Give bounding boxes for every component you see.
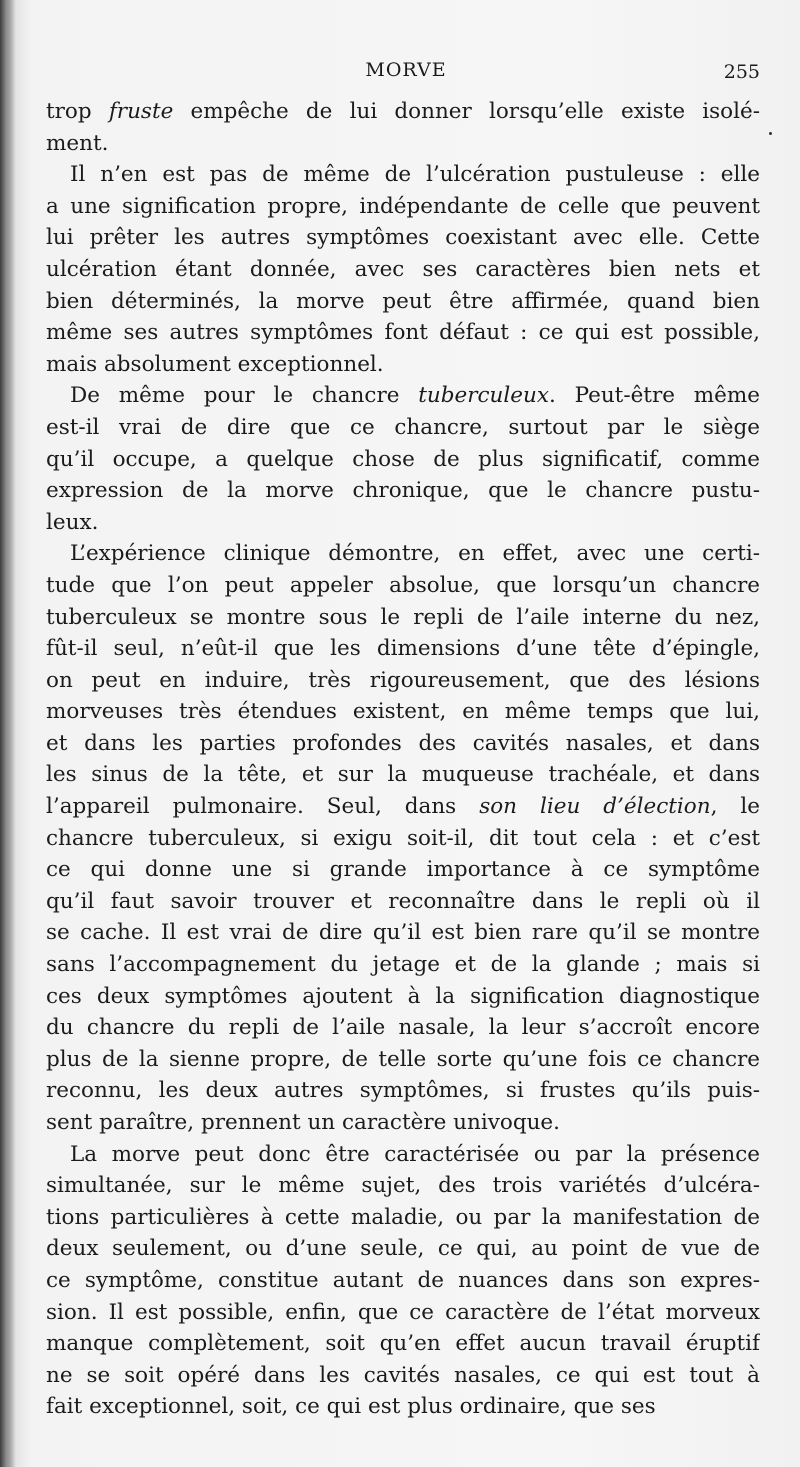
text-segment: fait exceptionnel, soit, ce qui est plus ordinaire, que ses: [46, 1394, 656, 1420]
text-segment: mais absolument exceptionnel.: [46, 351, 384, 377]
text-line: [46, 696, 760, 728]
text-line: [46, 570, 760, 602]
text-line: [46, 1297, 760, 1329]
text-segment: De même pour le chancre: [70, 383, 419, 409]
text-line: [46, 759, 760, 791]
text-segment: a une signification propre, indépendante de celle que peuvent: [46, 193, 760, 219]
text-line: [46, 159, 760, 191]
text-segment: bien déterminés, la morve peut être affirmée, quand bien: [46, 288, 760, 314]
italic-term: tuberculeux: [418, 383, 549, 409]
text-segment: et dans les parties profondes des cavités nasales, et dans: [46, 730, 760, 756]
text-line: [46, 854, 760, 886]
text-segment: Il n’en est pas de même de l’ulcération pustuleuse : elle: [70, 162, 760, 188]
text-line: [46, 444, 760, 476]
text-line: [46, 1233, 760, 1265]
text-line: [46, 1044, 760, 1076]
text-segment: ment.: [46, 130, 109, 156]
text-segment: chancre tuberculeux, si exigu soit-il, dit tout cela : et c’est: [46, 825, 760, 851]
text-segment: tuberculeux se montre sous le repli de l’aile interne du nez,: [46, 604, 760, 630]
text-segment: qu’il faut savoir trouver et reconnaître dans le repli où il: [46, 888, 760, 914]
text-line: [46, 1107, 760, 1139]
binding-shadow: [0, 0, 16, 1467]
text-segment: l’appareil pulmonaire. Seul, dans: [46, 794, 480, 820]
text-line: [46, 665, 760, 697]
text-segment: expression de la morve chronique, que le chancre pustu-: [46, 478, 760, 504]
italic-term: fruste: [108, 99, 174, 124]
text-segment: trop: [46, 99, 109, 124]
running-title: MORVE: [365, 59, 447, 81]
text-segment: les sinus de la tête, et sur la muqueuse trachéale, et dans: [46, 762, 760, 788]
text-segment: fût-il seul, n’eût-il que les dimensions d’une tête d’épingle,: [46, 636, 760, 662]
text-line: [46, 1012, 760, 1044]
text-segment: sent paraître, prennent un caractère univoque.: [46, 1110, 560, 1135]
text-line: [46, 349, 760, 381]
text-segment: se cache. Il est vrai de dire qu’il est bien rare qu’il se montre: [46, 920, 760, 946]
text-segment: tions particulières à cette maladie, ou par la manifestation de: [46, 1204, 760, 1230]
text-segment: manque complètement, soit qu’en effet aucun travail éruptif: [46, 1331, 760, 1357]
italic-term: son lieu d’élection: [479, 794, 711, 820]
text-segment: on peut en induire, très rigoureusement, que des lésions: [46, 667, 760, 693]
text-segment: du chancre du repli de l’aile nasale, la leur s’accroît encore: [46, 1015, 760, 1041]
text-segment: plus de la sienne propre, de telle sorte qu’une fois ce chancre: [46, 1046, 760, 1072]
text-segment: deux seulement, ou d’une seule, ce qui, au point de vue de: [46, 1236, 760, 1262]
text-segment: ulcération étant donnée, avec ses caractères bien nets et: [46, 256, 760, 282]
margin-speck: [769, 132, 772, 135]
page-number: 255: [723, 61, 760, 83]
text-segment: . Peut-être même: [548, 383, 760, 409]
text-line: [46, 286, 760, 318]
text-segment: ne se soit opéré dans les cavités nasales, ce qui est tout à: [46, 1362, 760, 1388]
text-line: [46, 254, 760, 286]
text-line: [46, 507, 760, 539]
text-line: [46, 1075, 760, 1107]
text-line: [46, 1265, 760, 1297]
text-line: [46, 981, 760, 1013]
text-line: [46, 1360, 760, 1392]
text-line: [46, 602, 760, 634]
text-line: [46, 886, 760, 918]
text-line: [46, 917, 760, 949]
text-line: [46, 1202, 760, 1234]
text-segment: sans l’accompagnement du jetage et de la glande ; mais si: [46, 952, 760, 978]
text-line: [46, 1328, 760, 1360]
text-segment: , le: [710, 794, 760, 820]
text-line: [46, 949, 760, 981]
text-line: [46, 1139, 760, 1171]
text-line: [46, 633, 760, 665]
text-line: [46, 823, 760, 855]
text-line: [46, 222, 760, 254]
text-line: [46, 475, 760, 507]
text-line: [46, 128, 760, 160]
text-segment: leux.: [46, 509, 99, 535]
text-line: [46, 96, 760, 128]
text-segment: reconnu, les deux autres symptômes, si frustes qu’ils puis-: [46, 1078, 760, 1104]
text-segment: est-il vrai de dire que ce chancre, surtout par le siège: [46, 414, 760, 440]
text-segment: qu’il occupe, a quelque chose de plus significatif, comme: [46, 446, 760, 472]
text-segment: ce qui donne une si grande importance à ce symptôme: [46, 857, 760, 883]
text-line: [46, 1170, 760, 1202]
text-segment: La morve peut donc être caractérisée ou par la présence: [70, 1141, 760, 1167]
text-line: [46, 191, 760, 223]
text-segment: empêche de lui donner lorsqu’elle existe isolé-: [173, 99, 760, 124]
text-line: [46, 412, 760, 444]
body-text: [46, 96, 760, 1423]
text-line: [46, 791, 760, 823]
text-segment: ces deux symptômes ajoutent à la signification diagnostique: [46, 983, 760, 1009]
text-segment: L’expérience clinique démontre, en effet, avec une certi-: [70, 541, 760, 567]
text-line: [46, 380, 760, 412]
text-line: [46, 317, 760, 349]
running-head: [46, 59, 766, 87]
text-segment: tude que l’on peut appeler absolue, que lorsqu’un chancre: [46, 572, 760, 598]
text-line: [46, 728, 760, 760]
text-line: [46, 538, 760, 570]
text-segment: ce symptôme, constitue autant de nuances dans son expres-: [46, 1267, 760, 1293]
text-segment: morveuses très étendues existent, en même temps que lui,: [46, 699, 760, 725]
text-segment: même ses autres symptômes font défaut : ce qui est possible,: [46, 320, 760, 346]
text-segment: lui prêter les autres symptômes coexistant avec elle. Cette: [46, 225, 760, 251]
text-segment: simultanée, sur le même sujet, des trois variétés d’ulcéra-: [46, 1173, 760, 1199]
text-line: [46, 1391, 760, 1423]
text-segment: sion. Il est possible, enfin, que ce caractère de l’état morveux: [46, 1299, 760, 1325]
